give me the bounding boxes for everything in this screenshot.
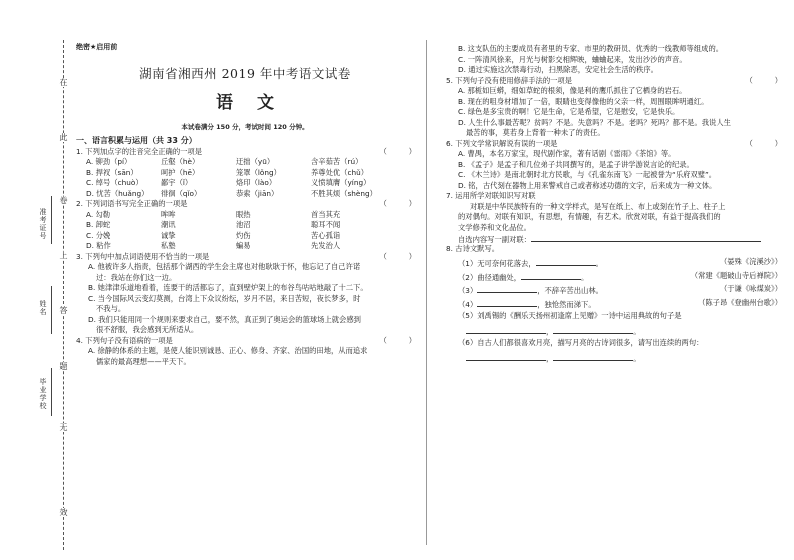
option-text: 不我与。 (96, 304, 126, 313)
passage-text: 的对偶句。对联有知识，有思想，有情趣，有艺术。欣赏对联，有益于提高我们的 (458, 212, 721, 221)
question-2: 2. 下列词语书写完全正确的一项是 （ ） (76, 199, 416, 208)
left-column (76, 136, 416, 367)
option-text: B. 《孟子》是孟子和几位弟子共同撰写的，是孟子讲学游说言论的纪录。 (458, 159, 694, 169)
option-text: B. 她津津乐道地看着，连要干的活都忘了，直到壁炉架上的布谷鸟咕咕地敲了十二下。 (88, 283, 368, 292)
section-heading: 一、语言积累与运用（共 33 分） (76, 136, 197, 145)
answer-paren[interactable]: （ ） (745, 75, 782, 85)
seal-char: 此 (59, 133, 68, 142)
answer-blank[interactable] (531, 233, 761, 242)
option-row: D. 忧苦（huǎng） 徘徊（qǐo） 恭索（jiān） 不胜其烦（shèng） (86, 188, 377, 198)
option-text: 儒家的最高理想——平天下。 (96, 356, 191, 366)
recitation-item: （5）刘禹锡的《酬乐天扬州初逢席上见赠》一诗中运用典故的句子是 (458, 311, 682, 320)
option-text: A. 那栀如巨蟒，细如草蛇的根须，像是利的鹰爪抓住了它栖身的岩石。 (458, 86, 687, 95)
exam-title: 湖南省湘西州 2019 年中考语文试卷 (139, 66, 351, 81)
option-row: A. 铆劲（pí） 丘壑（hè） 迂拙（yū） 含辛茹苦（rú） (86, 157, 363, 166)
seal-char: 卷 (59, 196, 68, 205)
recitation-item: （2）曲径通幽处， 。 （常建《题破山寺后禅院》） (458, 270, 782, 282)
source-citation: （常建《题破山寺后禅院》） (690, 270, 782, 280)
passage-text: 对联是中华民族特有的一种文学样式，是写在纸上、布上或刻在竹子上、柱子上 (470, 201, 726, 211)
option-text: B. 现在的咀身材增加了一倍，眼睛也变得像他的父亲一样，周围眼眸明通红。 (458, 96, 709, 106)
passage-text: 文学修养和文化品位。 (458, 222, 531, 232)
option-text: A. 徐静的体系的主题，是使人能识别诚恳、正心、修身、齐家、治国的田地，从而追求 (88, 346, 368, 355)
answer-paren[interactable]: （ ） (745, 138, 782, 148)
answer-blank[interactable] (553, 352, 633, 361)
option-text: D. 人生什么事最苦呢？贫吗？不是。失意吗？不是。老吗？死吗？都不是。我说人生 (458, 117, 731, 127)
option-text: A. 他被许多人指责，包括那个湖西的学生会主席也对他耿耿于怀，他忘记了自己许诺 (88, 262, 361, 271)
option-text: C. 《木兰诗》是南北朝时北方民歌，与《孔雀东南飞》一起被誉为“乐府双璧”。 (458, 170, 717, 179)
seal-char: 答 (59, 306, 68, 315)
option-text: C. 一阵清风徐来，月光与树影交相辉映，蛐蛐起来，发出沙沙的声音。 (458, 54, 687, 64)
option-text: C. 绿色是多宝贵的啊！它是生命，它是希望，它是慰安，它是快乐。 (458, 107, 680, 116)
answer-line: ， 。 (446, 352, 782, 363)
option-text: C. 当今国际风云变幻莫测，台湾上下众议纷纭，岁月不居，来日苦短，夜长梦多，时 (88, 293, 361, 303)
seal-char: 上 (59, 251, 68, 260)
option-row: B. 卸蛇 潮讯 池沼 聪耳不闻 (86, 220, 341, 229)
answer-blank[interactable] (521, 271, 581, 280)
question-5: 5. 下列句子没有使用修辞手法的一项是 （ ） (446, 75, 782, 85)
recitation-item: （4） ，独怆然而涕下。 （陈子昂《登幽州台歌》） (458, 297, 782, 309)
question-3: 3. 下列句中加点词语使用不恰当的一项是 （ ） (76, 251, 416, 261)
question-7: 7. 运用所学对联知识写对联 (446, 191, 536, 200)
option-text: 最苦的事，莫若身上背着一种未了的责任。 (466, 128, 605, 137)
column-divider (426, 40, 427, 545)
answer-blank[interactable] (477, 284, 537, 293)
exam-note: 本试卷满分 150 分，考试时间 120 分钟。 (181, 123, 309, 131)
answer-blank[interactable] (536, 257, 596, 266)
recitation-item: （3） ，不辞辛苦出山林。 （于谦《咏煤炭》） (458, 284, 782, 295)
seal-char: 题 (59, 362, 68, 371)
answer-blank[interactable] (466, 352, 546, 361)
option-text: B. 这支队伍的主要成员有者里的专家、市里的教研员、优秀的一线教师等组成的。 (458, 44, 724, 53)
option-text: D. 通过实施这次禁毒行动，扫黑除恶，安定社会生活的秩序。 (458, 65, 658, 74)
recitation-item: （6）自古人们都很喜欢月亮，描写月亮的古诗词很多，请写出连续的两句： (458, 338, 704, 347)
right-column (446, 44, 782, 362)
answer-blank[interactable] (466, 325, 546, 334)
field-line-school[interactable] (51, 368, 52, 416)
field-line-exam-number[interactable] (51, 196, 52, 244)
answer-paren[interactable]: （ ） (379, 335, 416, 345)
seal-char: 在 (59, 78, 68, 87)
field-label-school: 毕业学校 (39, 378, 47, 410)
subject-title: 语 文 (216, 93, 274, 113)
source-citation: （晏殊《浣溪沙》） (719, 257, 782, 266)
option-row: B. 捍衩（sān） 呵护（hē） 笼罩（lǒng） 养尊处优（chǔ） (86, 167, 369, 177)
option-row: A. 勾勒 哞哞 眼热 首当其充 (86, 209, 341, 219)
option-text: 过：我站在你们这一边。 (96, 272, 177, 282)
answer-paren[interactable]: （ ） (379, 251, 416, 261)
question-6: 6. 下列文学常识解说有误的一项是 （ ） (446, 138, 782, 148)
field-label-exam-number: 准考证号 (39, 208, 47, 240)
seal-char: 无 (59, 423, 68, 432)
option-text: D. 我们只能用同一个规则来要求自己，要不然，真正到了奥运会的篮球场上就会感到 (88, 314, 361, 324)
option-text: A. 曹禺，本名万家宝，现代剧作家，著有话剧《雷雨》《茶馆》等。 (458, 149, 676, 158)
recitation-item: （1）无可奈何花落去， 。 （晏殊《浣溪沙》） (458, 257, 782, 268)
question-1: 1. 下列加点字的注音完全正确的一项是 （ ） (76, 146, 416, 156)
field-label-name: 姓名 (39, 300, 47, 316)
answer-blank[interactable] (553, 325, 633, 334)
source-citation: （陈子昂《登幽州台歌》） (698, 297, 782, 307)
seal-char: 效 (59, 508, 68, 517)
option-text: 很不舒服，我会感到无所适从。 (96, 325, 199, 334)
seal-dashed-line (63, 40, 64, 550)
answer-line: ， 。 (446, 325, 782, 336)
binding-margin (0, 0, 70, 560)
couplet-prompt: 自选内容写一副对联： (446, 233, 782, 244)
field-line-name[interactable] (51, 286, 52, 334)
source-citation: （于谦《咏煤炭》） (719, 284, 782, 293)
option-row: C. 绰号（chuò） 鄙宇（ǐ） 烙印（lào） 义愤填膺（yíng） (86, 178, 371, 187)
option-text: D. 铭，古代刻在器物上用来警戒自己或者称述功德的文字，后来成为一种文体。 (458, 180, 717, 190)
answer-paren[interactable]: （ ） (379, 199, 416, 208)
answer-blank[interactable] (477, 298, 537, 307)
question-4: 4. 下列句子没有语病的一项是 （ ） (76, 335, 416, 345)
confidential-mark: 绝密★启用前 (76, 43, 118, 51)
answer-paren[interactable]: （ ） (379, 146, 416, 156)
option-row: D. 粘作 私塾 蝙易 先发治人 (86, 241, 341, 250)
question-8: 8. 古诗文默写。 (446, 243, 500, 253)
option-row: C. 分娩 诚挚 灼伤 苦心孤诣 (86, 230, 341, 240)
